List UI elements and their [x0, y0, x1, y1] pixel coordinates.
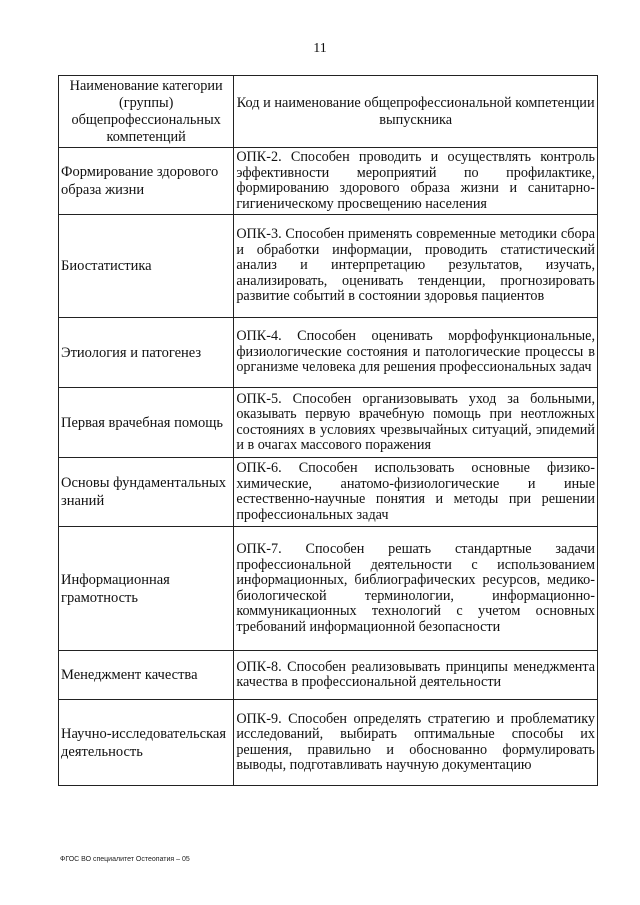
category-cell: Биостатистика — [59, 215, 234, 318]
category-cell: Основы фундаментальных знаний — [59, 458, 234, 527]
competence-cell: ОПК-2. Способен проводить и осуществлять контроль эффективности мероприятий по профилактике, формированию здорового образа жизни и санитарно-гигиеническому просвещению населения — [234, 148, 598, 215]
category-cell: Информационная грамотность — [59, 527, 234, 651]
table-header-row — [59, 76, 598, 148]
competence-cell: ОПК-5. Способен организовывать уход за больными, оказывать первую врачебную помощь при неотложных состояниях в условиях чрезвычайных ситуаций, эпидемий и в очагах массового поражения — [234, 388, 598, 458]
competence-cell: ОПК-9. Способен определять стратегию и проблематику исследований, выбирать оптимальные способы их решения, правильно и обоснованно формулировать выводы, подготавливать научную документацию — [234, 700, 598, 786]
page-number: 11 — [313, 41, 327, 56]
category-cell: Этиология и патогенез — [59, 318, 234, 388]
table-row — [59, 458, 598, 527]
competence-cell: ОПК-7. Способен решать стандартные задачи профессиональной деятельности с использованием информационных, библиографических ресурсов, медико-биологической терминологии, информационно-коммуникационных технологий с учетом основных требований информационной безопасности — [234, 527, 598, 651]
competence-cell: ОПК-8. Способен реализовывать принципы менеджмента качества в профессиональной деятельности — [234, 651, 598, 700]
table-row — [59, 388, 598, 458]
competence-cell: ОПК-6. Способен использовать основные физико-химические, анатомо-физиологические и иные естественно-научные понятия и методы при решении профессиональных задач — [234, 458, 598, 527]
header-category — [59, 76, 234, 148]
header-competence-text: Код и наименование общепрофессиональной компетенции выпускника — [236, 94, 595, 128]
category-cell: Менеджмент качества — [59, 651, 234, 700]
footer-note: ФГОС ВО специалитет Остеопатия – 05 — [60, 856, 190, 863]
table-row — [59, 527, 598, 651]
table-row — [59, 651, 598, 700]
header-competence — [234, 76, 598, 148]
competence-table — [58, 75, 598, 786]
competence-cell: ОПК-3. Способен применять современные методики сбора и обработки информации, проводить статистический анализ и интерпретацию результатов, изучать, анализировать, оценивать тенденции, прогнозировать развитие событий в состоянии здоровья пациентов — [234, 215, 598, 318]
competence-cell: ОПК-4. Способен оценивать морфофункциональные, физиологические состояния и патологические процессы в организме человека для решения профессиональных задач — [234, 318, 598, 388]
category-cell: Научно-исследовательская деятельность — [59, 700, 234, 786]
category-cell: Формирование здорового образа жизни — [59, 148, 234, 215]
table-row — [59, 215, 598, 318]
category-cell: Первая врачебная помощь — [59, 388, 234, 458]
table-row — [59, 148, 598, 215]
table-row — [59, 318, 598, 388]
header-category-text: Наименование категории (группы) общепрофессиональных компетенций — [69, 77, 223, 145]
table-row — [59, 700, 598, 786]
